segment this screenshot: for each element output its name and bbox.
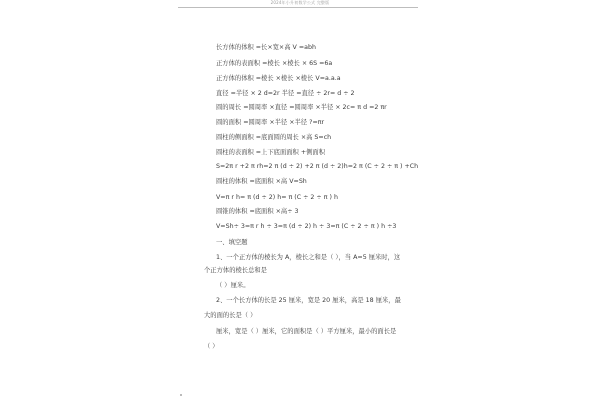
question-2-line-3: 厘米，宽是（ ）厘米，它的面积是（ ）平方厘米，最小的面长是 [216,328,397,335]
formula-cylinder-volume: 圆柱的体积 =底面积 ×高 V=Sh [216,178,307,185]
formula-cone-volume-expanded: V=Sh÷ 3=π r h ÷ 3=π (d ÷ 2) h ÷ 3=π (C ÷ 2 ÷ π ) h ÷3 [216,223,397,230]
formula-circle-circumference: 圆的周长 =圆周率 ×直径 =圆周率 ×半径 × 2c= π d =2 πr [216,104,387,111]
page-header: 2024年小升初数学公式 完整版 [270,0,330,5]
formula-cube-surface: 正方体的表面积 =棱长 ×棱长 × 6S =6a [216,60,333,67]
question-2-line-4: （ ） [204,343,219,350]
formula-cylinder-volume-expanded: V=π r h= π (d ÷ 2) h= π (C ÷ 2 ÷ π ) h [216,194,338,201]
formula-diameter: 直径 =半径 × 2 d=2r 半径 =直径 ÷ 2r= d ÷ 2 [216,90,355,97]
formula-cube-volume: 正方体的体积 =棱长 ×棱长 ×棱长 V=a.a.a [216,75,341,82]
formula-circle-area: 圆的面积 =圆周率 ×半径 ×半径 ?=πr [216,119,325,126]
formula-cone-volume: 圆锥的体积 =底面积 ×高÷ 3 [216,208,299,215]
page-corner-mark [180,394,182,396]
question-2-line-2: 大的面的长是（ ） [204,312,257,319]
formula-cuboid-volume: 长方体的体积 =长×宽×高 V =abh [216,44,316,51]
question-2-line-1: 2、一个长方体的长是 25 厘米，宽是 20 厘米，高是 18 厘米，最 [216,297,401,304]
question-1-line-3: （ ）厘米。 [216,282,250,289]
question-1-line-1: 1、一个正方体的棱长为 A，棱长之和是（ ），当 A=5 厘米时，这 [216,254,401,261]
formula-cylinder-surface-expanded: S=2π r +2 π rh=2 π (d ÷ 2) +2 π (d ÷ 2)h=2 π (C ÷ 2 ÷ π ) +Ch [216,163,419,170]
formula-cylinder-lateral: 圆柱的侧面积 =底面圆的周长 ×高 S=ch [216,134,332,141]
section-heading-fill-blank: 一、填空题 [216,239,248,246]
formula-cylinder-surface: 圆柱的表面积 =上下底面面积 +侧面积 [216,149,326,156]
question-1-line-2: 个正方体的棱长总和是 [204,267,267,274]
